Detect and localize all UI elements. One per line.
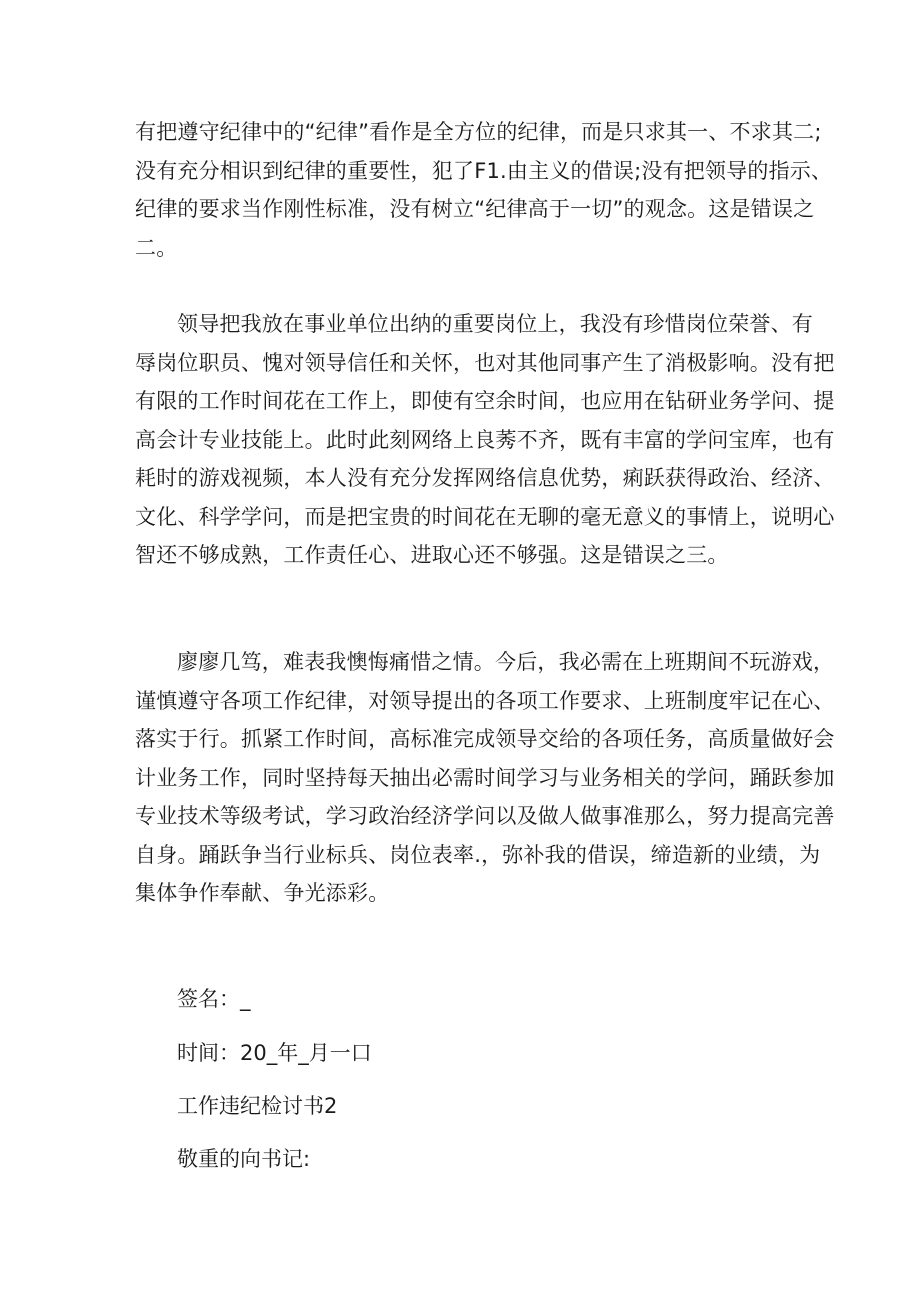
paragraph-line: 有限的工作时间花在工作上，即使有空余时间，也应用在钻研业务学问、提 [135,389,835,413]
paragraph-line: 自身。踊跃争当行业标兵、岗位表率.，弥补我的借误，缔造新的业绩，为 [135,842,821,867]
paragraph-line: 高会计专业技能上。此时此刻网络上良莠不齐，既有丰富的学问宝库，也有 [135,427,835,452]
paragraph-line: 辱岗位职员、愧对领导信任和关怀，也对其他同事产生了消极影响。没有把 [135,350,835,375]
paragraph-line: 领导把我放在事业单位出纳的重要岗位上，我没有珍惜岗位荣誉、有 [177,312,813,336]
paragraph-line: 智还不够成熟，工作责任心、进取心还不够强。这是错误之三。 [135,543,729,567]
paragraph-line: 文化、科学学问，而是把宝贵的时间花在无聊的毫无意义的事情上，说明心 [135,504,835,529]
paragraph-line: 廖廖几笃，难表我懊悔痛惜之情。今后，我必需在上班期间不玩游戏， [177,650,835,674]
paragraph-line: 专业技术等级考试，学习政治经济学问以及做人做事准那么，努力提高完善 [135,804,835,828]
paragraph-2 [135,305,835,575]
section-title: 工作违纪检讨书2 [177,1094,338,1118]
paragraph-line: 没有充分相识到纪律的重要性，犯了F1.由主义的借误;没有把领导的指示、 [135,158,833,183]
paragraph-line: 二。 [135,235,178,260]
date-line: 时间：20_年_月一口 [177,1041,372,1065]
paragraph-line: 计业务工作，同时坚持每天抽出必需时间学习与业务相关的学问，踊跃参加 [135,765,835,790]
paragraph-line: 落实于行。抓紧工作时间，高标准完成领导交给的各项任务，高质量做好会 [135,727,835,751]
salutation: 敬重的向书记: [177,1147,311,1171]
paragraph-line: 集体争作奉献、争光添彩。 [135,881,390,905]
paragraph-line: 有把遵守纪律中的“纪律”看作是全方位的纪律，而是只求其一、不求其二; [135,120,822,144]
paragraph-line: 纪律的要求当作刚性标准，没有树立“纪律高于一切”的观念。这是错误之 [135,197,815,221]
paragraph-line: 谨慎遵守各项工作纪律，对领导提出的各项工作要求、上班制度牢记在心、 [135,688,835,713]
paragraph-line: 耗时的游戏视频，本人没有充分发挥网络信息优势，痢跃获得政治、经济、 [135,466,835,490]
signature-line: 签名：_ [177,987,251,1011]
paragraph-1 [135,113,833,267]
paragraph-3 [135,643,835,913]
